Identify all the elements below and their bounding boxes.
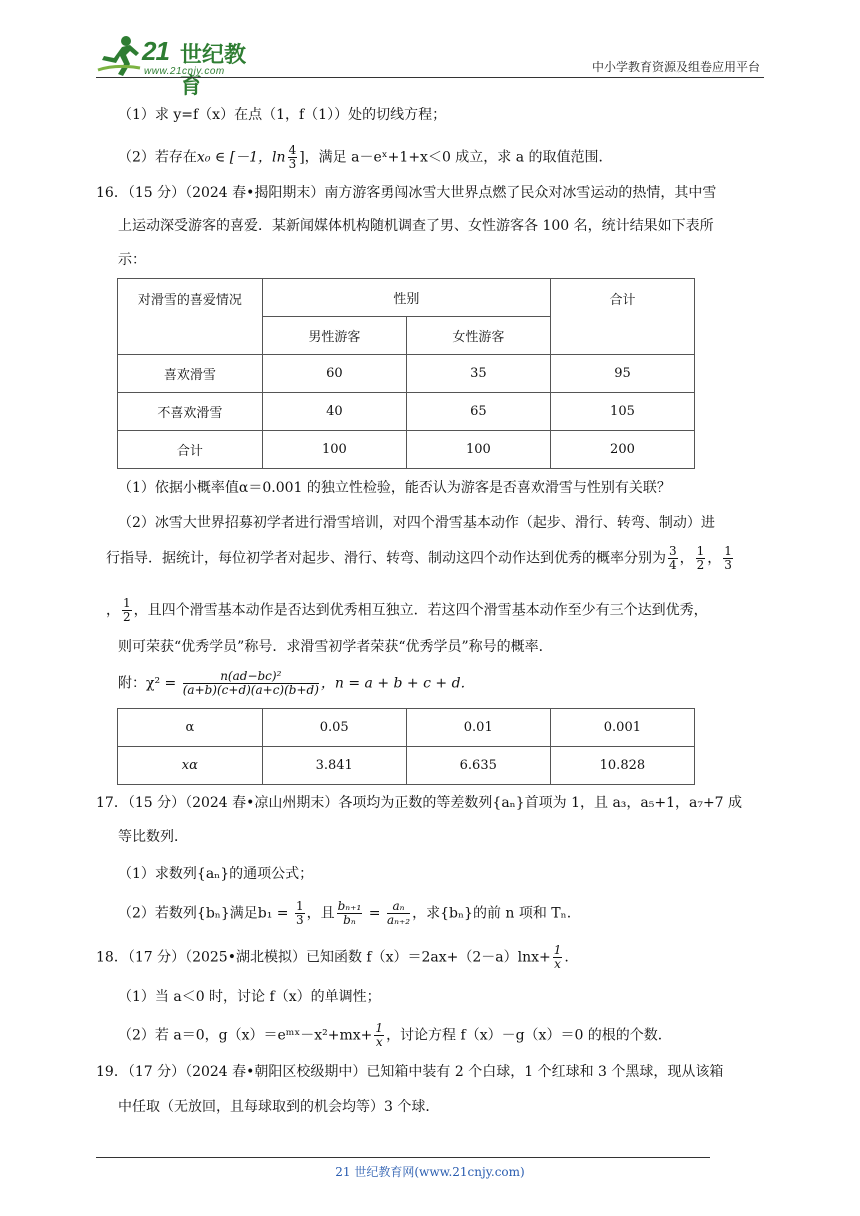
table-cell: 105 — [550, 393, 694, 431]
table-cell: 100 — [262, 431, 406, 469]
table-cell: 95 — [550, 355, 694, 393]
fraction: $\frac{1}{x}$ — [375, 1021, 384, 1049]
q16-part1: （1）依据小概率值α＝0.001 的独立性检验，能否认为游客是否喜欢滑雪与性别有关联？ — [118, 480, 671, 496]
q18-part1: （1）当 a＜0 时，讨论 f（x）的单调性； — [118, 989, 381, 1005]
table-header-cell: 性别 — [262, 279, 550, 317]
table-cell: 35 — [406, 355, 550, 393]
table-cell: 不喜欢滑雪 — [118, 393, 263, 431]
q17-part2: （2）若数列{bₙ}满足b₁ = $\frac{1}{3}$ ，且 $\frac{\text{bₙ₊₁}}{\text{bₙ}}$ = $\frac{\text{aₙ}}{\text{aₙ₊₂}}$ ，求{bₙ}的前 n 项和 Tₙ. — [118, 899, 572, 927]
table-header-cell: 对滑雪的喜爱情况 — [118, 279, 263, 355]
table-cell: 合计 — [118, 431, 263, 469]
table-cell: xα — [118, 747, 263, 785]
table-cell: 65 — [406, 393, 550, 431]
survey-table — [117, 278, 695, 469]
chi-square-formula: 附：χ² = $\frac{\text{n(ad−bc)²}}{(a+b)(c+d)(a+c)(b+d)}$ ，n = a + b + c + d． — [118, 669, 475, 697]
q18-stem: 18．（17 分）（2025•湖北模拟）已知函数 f（x）＝2ax+（2－a）lnx+ $\frac{1}{x}$ . — [96, 943, 569, 971]
q18-part2: （2）若 a＝0，g（x）＝eᵐˣ－x²+mx+ $\frac{1}{x}$ ，讨论方程 f（x）－g（x）＝0 的根的个数． — [118, 1021, 672, 1049]
table-cell: 60 — [262, 355, 406, 393]
table-cell: 3.841 — [262, 747, 406, 785]
table-cell: 喜欢滑雪 — [118, 355, 263, 393]
table-header-cell: 男性游客 — [262, 317, 406, 355]
fraction: $\frac{\text{bₙ₊₁}}{\text{bₙ}}$ — [337, 899, 362, 927]
q16-part2-line4: 则可荣获“优秀学员”称号．求滑雪初学者荣获“优秀学员”称号的概率． — [118, 639, 553, 655]
fraction: $\frac{4}{3}$ — [288, 143, 297, 171]
fraction: $\frac{1}{2}$ — [696, 544, 705, 572]
fraction: $\frac{\text{aₙ}}{\text{aₙ₊₂}}$ — [386, 899, 411, 927]
table-cell: 0.001 — [550, 709, 694, 747]
q17-stem-line1: 17．（15 分）（2024 春•凉山州期末）各项均为正数的等差数列{aₙ}首项为 1，且 a₃，a₅+1，a₇+7 成 — [96, 795, 743, 811]
table-row — [118, 355, 695, 393]
q15-part1: （1）求 y=f（x）在点（1，f（1））处的切线方程； — [118, 107, 447, 123]
table-header-cell: 合计 — [550, 279, 694, 355]
fraction: $\frac{1}{3}$ — [295, 899, 304, 927]
q16-stem-line1: 16．（15 分）（2024 春•揭阳期末）南方游客勇闯冰雪大世界点燃了民众对冰雪运动的热情，其中雪 — [96, 185, 717, 201]
q15-interval: x₀ ∈ [－1，ln — [196, 149, 286, 166]
header-slogan: 中小学教育资源及组卷应用平台 — [591, 60, 760, 74]
table-cell: 6.635 — [406, 747, 550, 785]
footer-link[interactable]: 21 世纪教育网(www.21cnjy.com) — [335, 1165, 525, 1179]
table-cell: α — [118, 709, 263, 747]
fraction: $\frac{1}{x}$ — [553, 943, 562, 971]
fraction: $\frac{3}{4}$ — [669, 544, 677, 572]
table-cell: 100 — [406, 431, 550, 469]
q16-stem-line3: 示： — [118, 252, 146, 268]
runner-logo-icon — [96, 34, 142, 78]
q19-stem-line2: 中任取（无放回，且每球取到的机会均等）3 个球． — [118, 1099, 440, 1115]
header-divider — [96, 77, 764, 78]
q16-stem-line2: 上运动深受游客的喜爱．某新闻媒体机构随机调查了男、女性游客各 100 名，统计结果如下表所 — [118, 218, 714, 234]
table-cell: 40 — [262, 393, 406, 431]
site-logo — [96, 34, 266, 99]
critical-value-table — [117, 708, 695, 785]
logo-text: 世纪教育 — [180, 43, 247, 99]
q17-stem-line2: 等比数列． — [118, 829, 188, 845]
table-row — [118, 431, 695, 469]
table-cell: 10.828 — [550, 747, 694, 785]
table-cell: 0.01 — [406, 709, 550, 747]
footer-divider — [96, 1157, 710, 1158]
q15-part2: （2）若存在x₀ ∈ [－1，ln $\frac{4}{3}$ ]，满足 a－eˣ+1+x＜0 成立，求 a 的取值范围． — [118, 143, 613, 171]
table-cell: 0.05 — [262, 709, 406, 747]
q19-stem-line1: 19．（17 分）（2024 春•朝阳区校级期中）已知箱中装有 2 个白球，1 个红球和 3 个黑球，现从该箱 — [96, 1064, 724, 1080]
table-row — [118, 747, 695, 785]
q16-part2-line2: 行指导．据统计，每位初学者对起步、滑行、转弯、制动这四个动作达到优秀的概率分别为 $\frac{3}{4}$ ， $\frac{1}{2}$ ， $\frac{1}{3}$ — [106, 544, 732, 572]
fraction: $\frac{1}{2}$ — [123, 596, 131, 624]
logo-url: www.21cnjy.com — [144, 66, 225, 77]
q16-part2-line1: （2）冰雪大世界招募初学者进行滑雪培训，对四个滑雪基本动作（起步、滑行、转弯、制动）进 — [118, 515, 715, 531]
q16-part2-line3: ， $\frac{1}{2}$ ，且四个滑雪基本动作是否达到优秀相互独立．若这四个滑雪基本动作至少有三个达到优秀， — [106, 596, 708, 624]
table-cell: 200 — [550, 431, 694, 469]
table-header-cell: 女性游客 — [406, 317, 550, 355]
formula-fraction: $\frac{\text{n(ad−bc)²}}{(a+b)(c+d)(a+c)(b+d)}$ — [182, 669, 319, 697]
table-row — [118, 709, 695, 747]
q17-part1: （1）求数列{aₙ}的通项公式； — [118, 866, 314, 882]
logo-number: 21 — [142, 36, 169, 66]
fraction: $\frac{1}{3}$ — [724, 544, 732, 572]
table-row — [118, 393, 695, 431]
